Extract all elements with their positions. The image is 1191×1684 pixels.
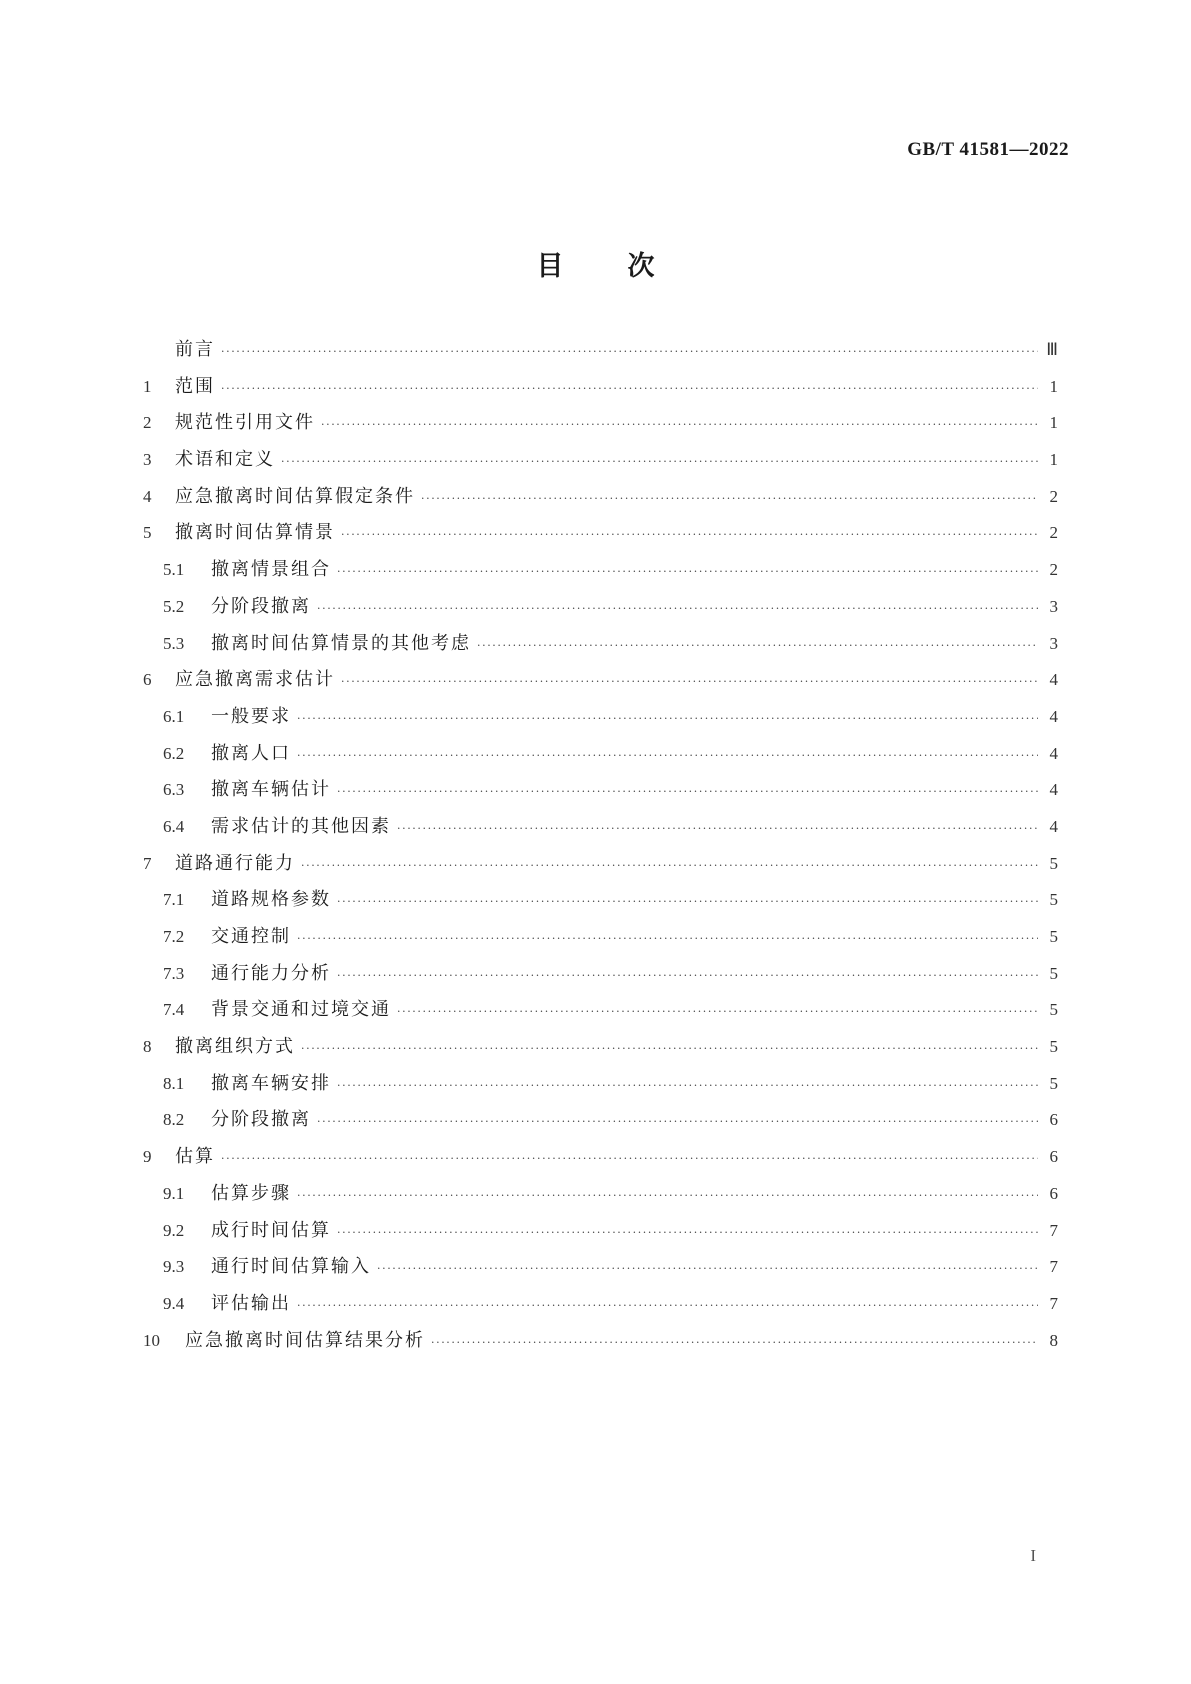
toc-entry-number: 1 — [143, 376, 152, 396]
toc-leader-dots — [317, 1115, 1038, 1128]
toc-entry-page: 2 — [1049, 560, 1058, 580]
toc-entry-page: 5 — [1049, 853, 1058, 873]
table-of-contents — [143, 335, 1058, 1362]
toc-entry-number: 3 — [143, 450, 152, 470]
toc-entry-label: 分阶段撤离 — [211, 595, 311, 617]
toc-entry-label: 估算 — [175, 1146, 215, 1168]
toc-entry-label: 通行时间估算输入 — [211, 1256, 371, 1278]
toc-entry-page: 7 — [1049, 1257, 1058, 1277]
toc-entry[interactable] — [143, 922, 1058, 959]
toc-leader-dots — [221, 345, 1038, 358]
toc-leader-dots — [431, 1336, 1038, 1349]
toc-entry-number: 7.2 — [163, 927, 185, 946]
toc-entry-page: 5 — [1049, 1073, 1058, 1093]
toc-leader-dots — [337, 1079, 1038, 1092]
toc-entry[interactable] — [143, 629, 1058, 666]
toc-entry-label: 撤离车辆估计 — [211, 779, 331, 801]
toc-entry[interactable] — [143, 1289, 1058, 1326]
toc-leader-dots — [297, 1189, 1038, 1202]
toc-entry-label: 成行时间估算 — [211, 1219, 331, 1241]
toc-entry-page: 5 — [1049, 890, 1058, 910]
toc-entry[interactable] — [143, 775, 1058, 812]
toc-entry-number: 7.3 — [163, 963, 185, 983]
toc-entry-label: 术语和定义 — [175, 449, 275, 471]
toc-entry-number: 9.1 — [163, 1183, 185, 1203]
toc-entry-label: 范围 — [175, 375, 215, 397]
toc-leader-dots — [477, 639, 1038, 652]
toc-entry-number: 8.1 — [163, 1073, 185, 1093]
toc-entry-number: 6.3 — [163, 780, 185, 800]
toc-entry-page: 5 — [1049, 927, 1058, 946]
toc-entry-label: 应急撤离时间估算假定条件 — [175, 485, 415, 507]
toc-entry[interactable] — [143, 665, 1058, 702]
toc-entry[interactable] — [143, 1142, 1058, 1179]
toc-leader-dots — [221, 1152, 1038, 1165]
toc-entry-page: 4 — [1049, 780, 1058, 800]
toc-leader-dots — [301, 859, 1038, 872]
toc-leader-dots — [421, 492, 1038, 505]
toc-entry-page: 6 — [1049, 1147, 1058, 1167]
toc-entry-number: 5.3 — [163, 633, 185, 653]
toc-entry-label: 一般要求 — [211, 705, 291, 727]
toc-entry-number: 5 — [143, 523, 152, 543]
toc-leader-dots — [337, 969, 1038, 982]
toc-entry[interactable] — [143, 482, 1058, 519]
toc-leader-dots — [297, 932, 1038, 945]
toc-entry-page: 2 — [1049, 523, 1058, 543]
toc-entry-page: 8 — [1049, 1330, 1058, 1350]
toc-entry[interactable] — [143, 959, 1058, 996]
toc-entry-label: 前言 — [175, 339, 215, 360]
toc-entry-label: 应急撤离时间估算结果分析 — [185, 1329, 425, 1351]
toc-entry-page: 5 — [1049, 1000, 1058, 1020]
toc-entry-label: 分阶段撤离 — [211, 1109, 311, 1131]
toc-entry-number: 5.2 — [163, 596, 185, 616]
toc-entry-number: 8 — [143, 1037, 152, 1057]
toc-entry[interactable] — [143, 372, 1058, 409]
toc-leader-dots — [337, 565, 1038, 578]
toc-entry-number: 7.4 — [163, 1000, 185, 1020]
toc-entry-page: 7 — [1049, 1220, 1058, 1240]
toc-entry[interactable] — [143, 702, 1058, 739]
toc-entry-page: 1 — [1049, 450, 1058, 470]
toc-entry[interactable] — [143, 739, 1058, 776]
toc-leader-dots — [337, 785, 1038, 798]
toc-entry-number: 6.2 — [163, 743, 185, 763]
toc-entry[interactable] — [143, 1179, 1058, 1216]
toc-entry-page: 4 — [1049, 706, 1058, 726]
toc-entry-number: 9.3 — [163, 1257, 185, 1277]
toc-entry[interactable] — [143, 555, 1058, 592]
toc-entry-number: 2 — [143, 413, 152, 433]
toc-leader-dots — [397, 1005, 1038, 1018]
toc-entry[interactable] — [143, 1326, 1058, 1363]
toc-entry-label: 需求估计的其他因素 — [211, 815, 391, 837]
toc-leader-dots — [377, 1262, 1038, 1275]
toc-leader-dots — [317, 602, 1038, 615]
toc-entry-page: 3 — [1049, 633, 1058, 653]
toc-entry-label: 撤离情景组合 — [211, 559, 331, 581]
toc-entry-page: 5 — [1049, 963, 1058, 983]
toc-entry-page: 4 — [1049, 670, 1058, 690]
toc-entry-label: 撤离时间估算情景的其他考虑 — [211, 632, 471, 654]
toc-entry[interactable] — [143, 408, 1058, 445]
toc-entry[interactable] — [143, 445, 1058, 482]
toc-entry-number: 7 — [143, 853, 152, 873]
toc-entry[interactable] — [143, 995, 1058, 1032]
toc-entry[interactable] — [143, 812, 1058, 849]
toc-entry-number: 5.1 — [163, 560, 185, 580]
toc-entry-label: 应急撤离需求估计 — [175, 669, 335, 691]
toc-entry[interactable] — [143, 1069, 1058, 1106]
toc-leader-dots — [221, 382, 1038, 395]
toc-entry[interactable] — [143, 1216, 1058, 1253]
toc-entry-page: 4 — [1049, 743, 1058, 763]
toc-entry[interactable] — [143, 592, 1058, 629]
toc-entry-page: Ⅲ — [1046, 340, 1058, 359]
toc-entry[interactable] — [143, 1032, 1058, 1069]
toc-entry-page: 2 — [1049, 486, 1058, 506]
toc-entry-number: 7.1 — [163, 890, 185, 910]
toc-entry[interactable] — [143, 518, 1058, 555]
toc-entry-number: 9.4 — [163, 1293, 185, 1313]
toc-entry-label: 交通控制 — [211, 926, 291, 947]
toc-entry-label: 撤离人口 — [211, 742, 291, 764]
toc-entry-label: 撤离车辆安排 — [211, 1072, 331, 1094]
toc-entry-number: 6.4 — [163, 816, 185, 836]
page-title: 目次 — [536, 251, 719, 282]
toc-entry-label: 估算步骤 — [211, 1182, 291, 1204]
toc-leader-dots — [341, 528, 1038, 541]
toc-leader-dots — [337, 895, 1038, 908]
toc-entry[interactable] — [143, 849, 1058, 886]
toc-leader-dots — [341, 675, 1038, 688]
toc-leader-dots — [337, 1226, 1038, 1239]
toc-entry-number: 10 — [143, 1330, 160, 1350]
toc-entry-label: 背景交通和过境交通 — [211, 999, 391, 1021]
toc-leader-dots — [301, 1042, 1038, 1055]
toc-entry-number: 6.1 — [163, 706, 185, 726]
standard-code: GB/T 41581—2022 — [907, 139, 1069, 160]
toc-leader-dots — [297, 1299, 1038, 1312]
toc-entry-page: 6 — [1049, 1110, 1058, 1130]
toc-entry-number: 6 — [143, 670, 152, 690]
toc-entry-page: 5 — [1049, 1037, 1058, 1057]
page-number: I — [1030, 1546, 1036, 1565]
toc-entry-number: 4 — [143, 486, 152, 506]
toc-entry-label: 评估输出 — [211, 1292, 291, 1314]
toc-leader-dots — [297, 712, 1038, 725]
toc-entry-number: 9 — [143, 1147, 152, 1167]
toc-leader-dots — [281, 455, 1038, 468]
toc-entry-label: 规范性引用文件 — [175, 412, 315, 434]
toc-entry-number: 8.2 — [163, 1110, 185, 1130]
toc-entry-label: 道路通行能力 — [175, 852, 295, 874]
toc-leader-dots — [397, 822, 1038, 835]
toc-entry-label: 撤离组织方式 — [175, 1036, 295, 1058]
toc-entry[interactable] — [143, 335, 1058, 372]
toc-entry-label: 道路规格参数 — [211, 889, 331, 911]
toc-entry-page: 3 — [1049, 596, 1058, 616]
toc-entry-page: 4 — [1049, 816, 1058, 836]
toc-entry-page: 6 — [1049, 1183, 1058, 1203]
toc-entry-page: 1 — [1049, 376, 1058, 396]
toc-entry[interactable] — [143, 1252, 1058, 1289]
toc-entry[interactable] — [143, 885, 1058, 922]
toc-entry[interactable] — [143, 1105, 1058, 1142]
toc-entry-number: 9.2 — [163, 1220, 185, 1240]
toc-leader-dots — [321, 418, 1038, 431]
toc-entry-label: 通行能力分析 — [211, 962, 331, 984]
toc-entry-page: 7 — [1049, 1293, 1058, 1313]
toc-entry-label: 撤离时间估算情景 — [175, 522, 335, 544]
toc-leader-dots — [297, 749, 1038, 762]
toc-entry-page: 1 — [1049, 413, 1058, 433]
